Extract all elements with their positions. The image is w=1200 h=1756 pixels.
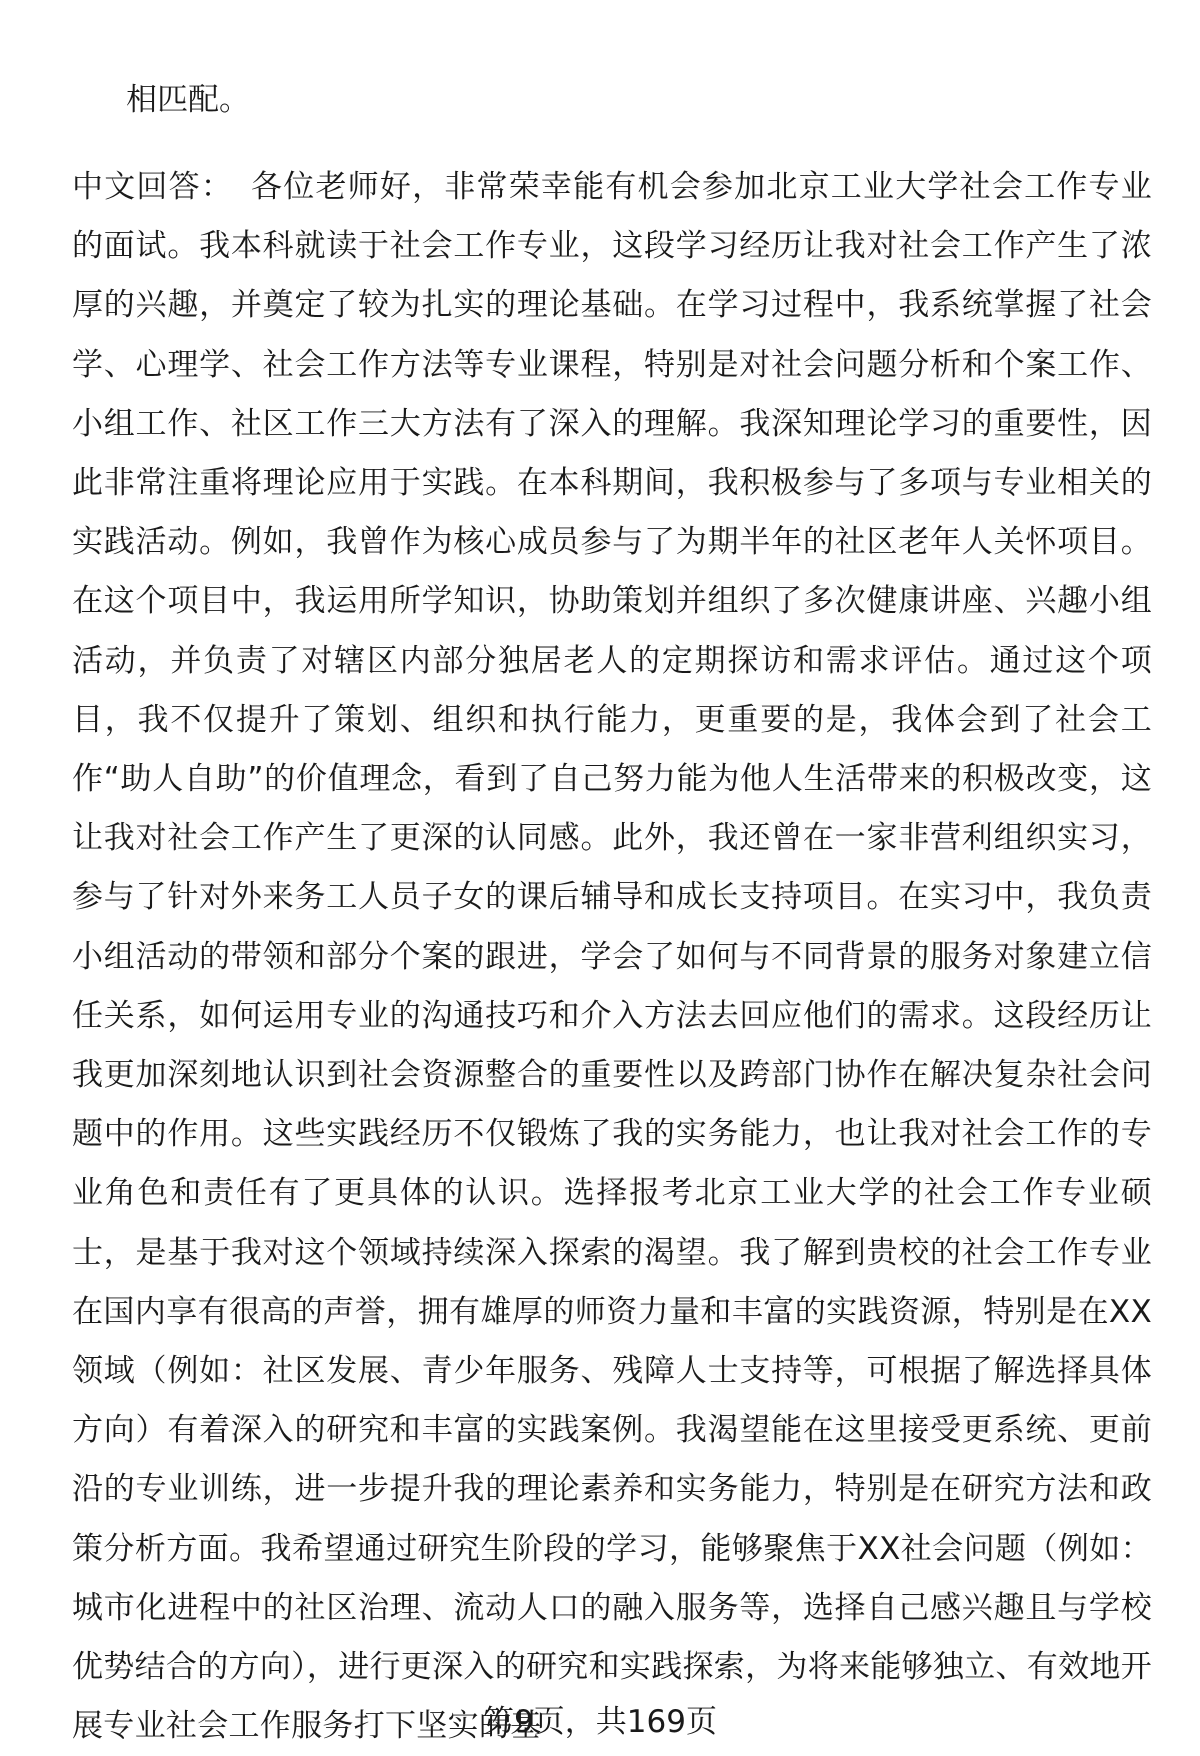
continuation-text: 相匹配。	[126, 82, 250, 118]
page-number: 第9页，共169页	[483, 1704, 717, 1740]
answer-paragraph	[72, 158, 1152, 1756]
answer-body: 各位老师好，非常荣幸能有机会参加北京工业大学社会工作专业的面试。我本科就读于社会工作专业，这段学习经历让我对社会工作产生了浓厚的兴趣，并奠定了较为扎实的理论基础。在学习过程中，我系统掌握了社会学、心理学、社会工作方法等专业课程，特别是对社会问题分析和个案工作、小组工作、社区工作三大方法有了深入的理解。我深知理论学习的重要性，因此非常注重将理论应用于实践。在本科期间，我积极参与了多项与专业相关的实践活动。例如，我曾作为核心成员参与了为期半年的社区老年人关怀项目。在这个项目中，我运用所学知识，协助策划并组织了多次健康讲座、兴趣小组活动，并负责了对辖区内部分独居老人的定期探访和需求评估。通过这个项目，我不仅提升了策划、组织和执行能力，更重要的是，我体会到了社会工作“助人自助”的价值理念，看到了自己努力能为他人生活带来的积极改变，这让我对社会工作产生了更深的认同感。此外，我还曾在一家非营利组织实习，参与了针对外来务工人员子女的课后辅导和成长支持项目。在实习中，我负责小组活动的带领和部分个案的跟进，学会了如何与不同背景的服务对象建立信任关系，如何运用专业的沟通技巧和介入方法去回应他们的需求。这段经历让我更加深刻地认识到社会资源整合的重要性以及跨部门协作在解决复杂社会问题中的作用。这些实践经历不仅锻炼了我的实务能力，也让我对社会工作的专业角色和责任有了更具体的认识。选择报考北京工业大学的社会工作专业硕士，是基于我对这个领域持续深入探索的渴望。我了解到贵校的社会工作专业在国内享有很高的声誉，拥有雄厚的师资力量和丰富的实践资源，特别是在XX领域（例如：社区发展、青少年服务、残障人士支持等，可根据了解选择具体方向）有着深入的研究和丰富的实践案例。我渴望能在这里接受更系统、更前沿的专业训练，进一步提升我的理论素养和实务能力，特别是在研究方法和政策分析方面。我希望通过研究生阶段的学习，能够聚焦于XX社会问题（例如：城市化进程中的社区治理、流动人口的融入服务等，选择自己感兴趣且与学校优势结合的方向），进行更深入的研究和实践探索，为将来能够独立、有效地开展专业社会工作服务打下坚实的基	[72, 169, 1152, 1745]
answer-label: 中文回答：	[72, 169, 234, 205]
